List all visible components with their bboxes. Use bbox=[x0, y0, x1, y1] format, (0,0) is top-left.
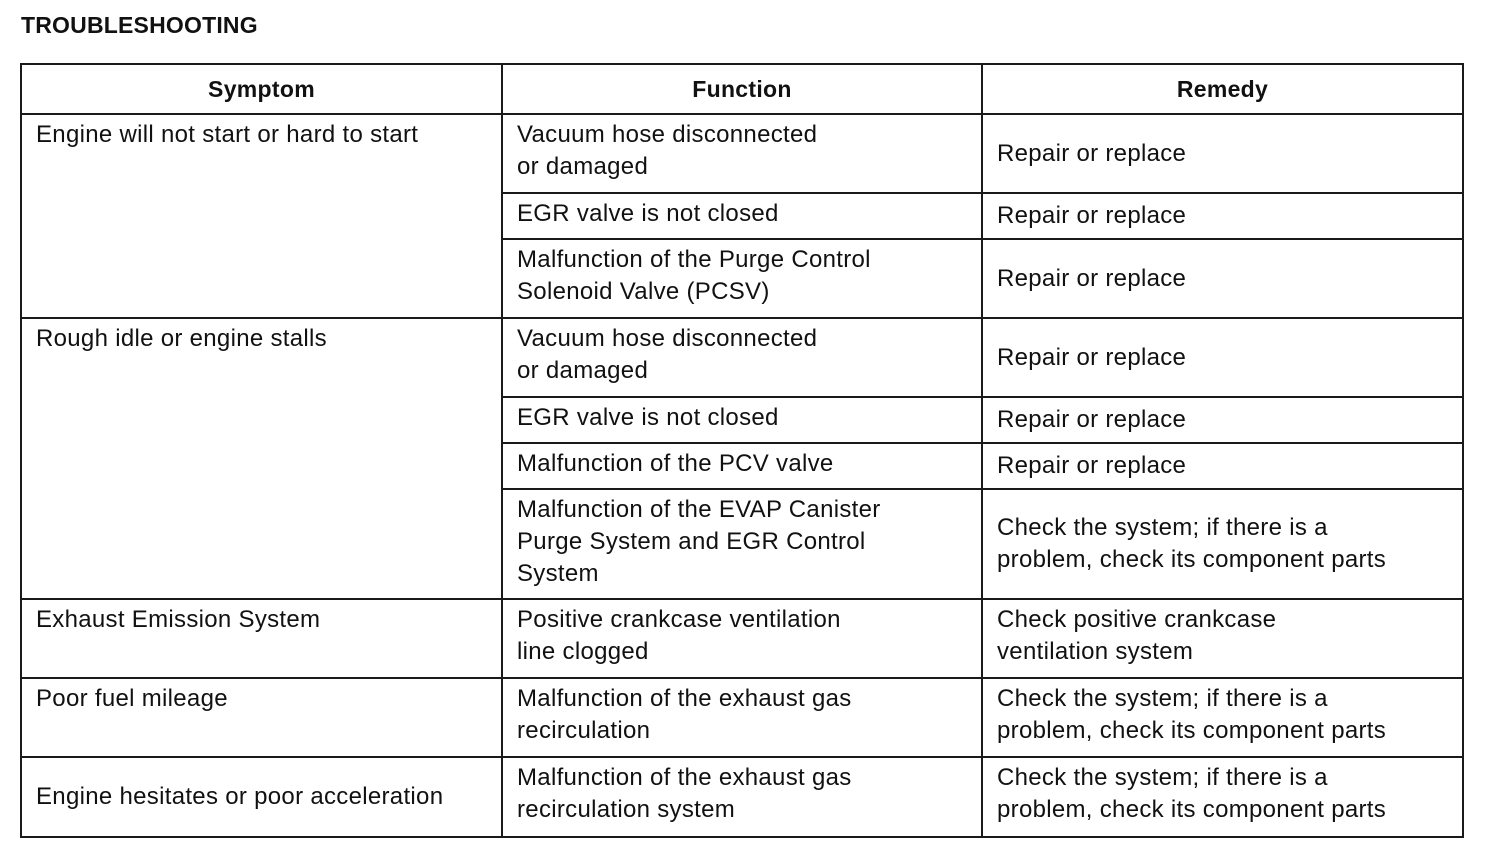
table-row bbox=[21, 114, 1463, 193]
remedy-cell: Repair or replace bbox=[982, 318, 1463, 397]
function-cell: Malfunction of the Purge Control Solenoid Valve (PCSV) bbox=[502, 239, 982, 318]
table-header-row bbox=[21, 64, 1463, 114]
symptom-cell: Engine will not start or hard to start bbox=[21, 114, 502, 318]
header-remedy: Remedy bbox=[982, 64, 1463, 114]
function-cell: Malfunction of the PCV valve bbox=[502, 443, 982, 489]
symptom-cell: Poor fuel mileage bbox=[21, 678, 502, 757]
function-cell: Positive crankcase ventilation line clogged bbox=[502, 599, 982, 678]
function-cell: Vacuum hose disconnected or damaged bbox=[502, 114, 982, 193]
table-row bbox=[21, 678, 1463, 757]
remedy-cell: Repair or replace bbox=[982, 114, 1463, 193]
function-cell: EGR valve is not closed bbox=[502, 193, 982, 239]
symptom-cell: Exhaust Emission System bbox=[21, 599, 502, 678]
function-cell: Malfunction of the EVAP Canister Purge System and EGR Control System bbox=[502, 489, 982, 599]
remedy-cell: Check positive crankcase ventilation system bbox=[982, 599, 1463, 678]
remedy-cell: Check the system; if there is a problem, check its component parts bbox=[982, 757, 1463, 837]
header-function: Function bbox=[502, 64, 982, 114]
header-symptom: Symptom bbox=[21, 64, 502, 114]
remedy-cell: Repair or replace bbox=[982, 397, 1463, 443]
remedy-cell: Check the system; if there is a problem, check its component parts bbox=[982, 678, 1463, 757]
table-row bbox=[21, 757, 1463, 837]
function-cell: Malfunction of the exhaust gas recirculation system bbox=[502, 757, 982, 837]
function-cell: Malfunction of the exhaust gas recirculation bbox=[502, 678, 982, 757]
remedy-cell: Repair or replace bbox=[982, 239, 1463, 318]
function-cell: Vacuum hose disconnected or damaged bbox=[502, 318, 982, 397]
table-row bbox=[21, 318, 1463, 397]
remedy-cell: Check the system; if there is a problem, check its component parts bbox=[982, 489, 1463, 599]
symptom-cell: Rough idle or engine stalls bbox=[21, 318, 502, 599]
remedy-cell: Repair or replace bbox=[982, 443, 1463, 489]
table-row bbox=[21, 599, 1463, 678]
function-cell: EGR valve is not closed bbox=[502, 397, 982, 443]
symptom-cell: Engine hesitates or poor acceleration bbox=[21, 757, 502, 837]
remedy-cell: Repair or replace bbox=[982, 193, 1463, 239]
troubleshooting-table bbox=[20, 63, 1464, 838]
page-title: TROUBLESHOOTING bbox=[21, 12, 258, 38]
